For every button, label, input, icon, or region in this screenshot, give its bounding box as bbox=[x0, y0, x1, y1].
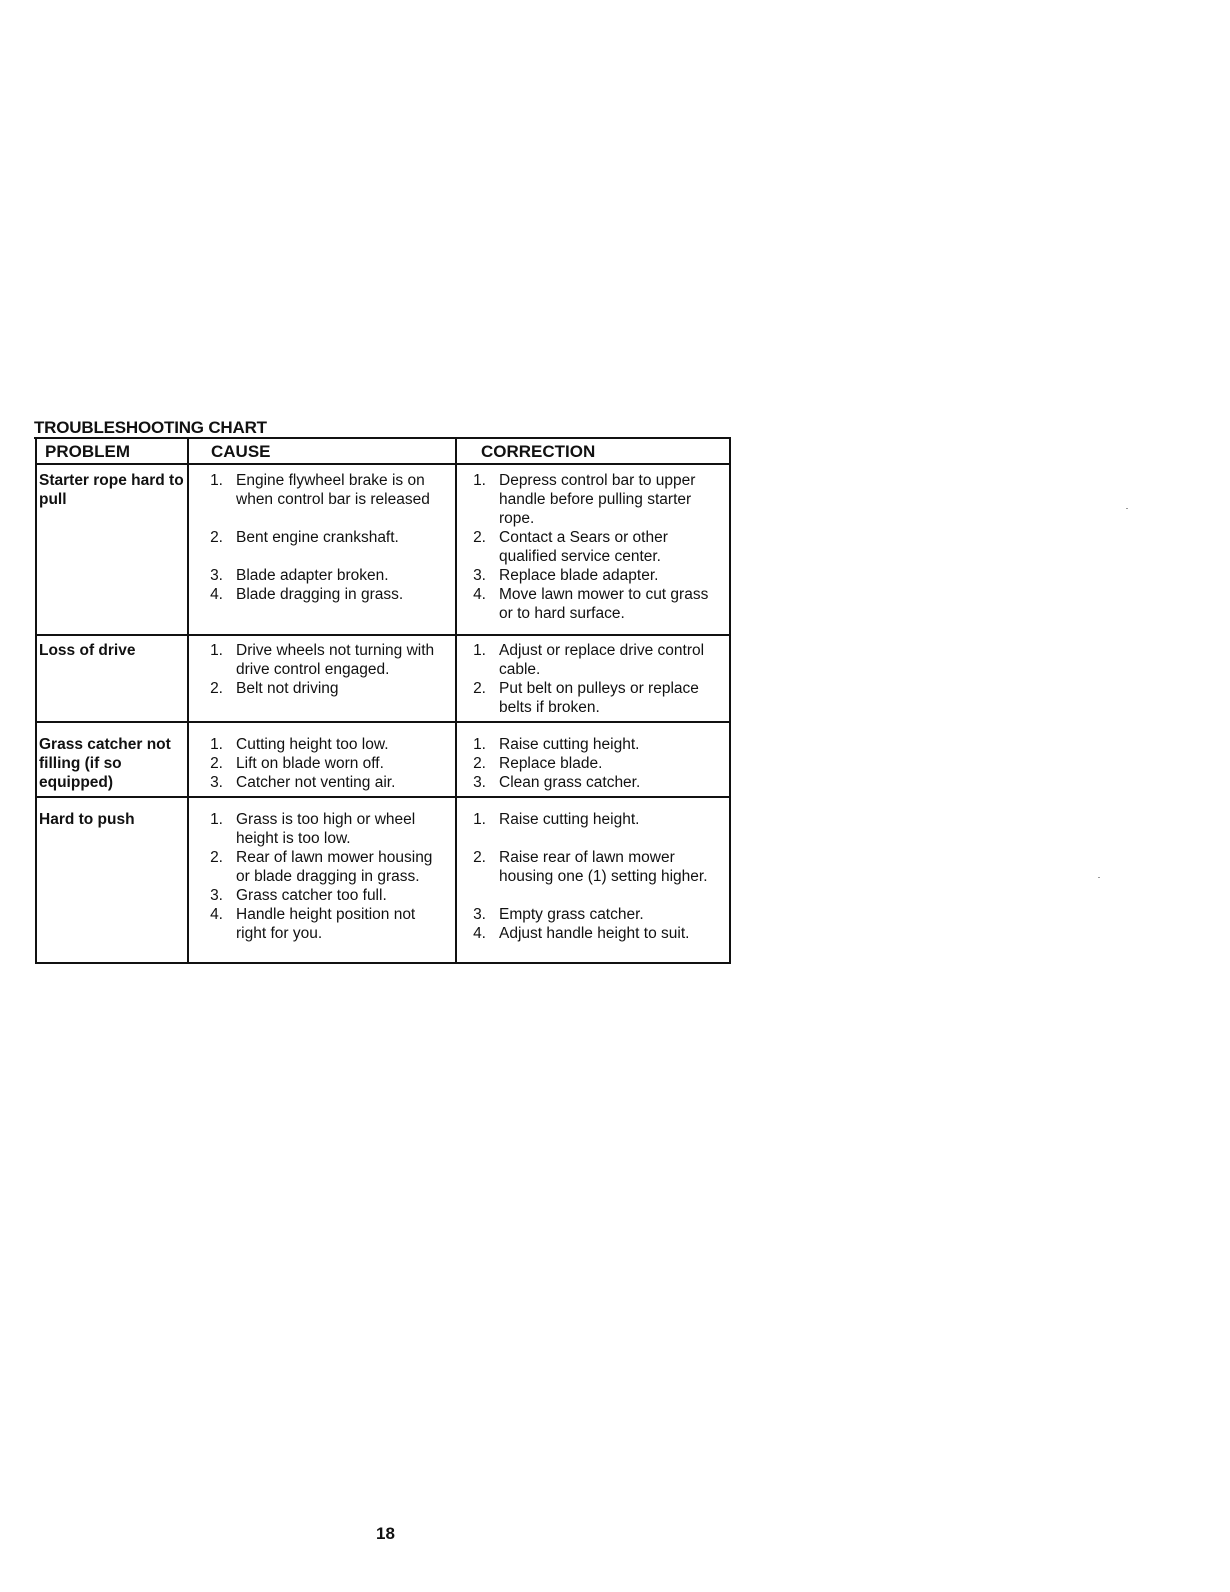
correction-cell bbox=[462, 735, 724, 792]
cause-text: Catcher not venting air. bbox=[236, 774, 396, 791]
correction-text: Adjust or replace drive control cable. bbox=[499, 642, 705, 678]
row-rule-2 bbox=[37, 721, 731, 723]
list-item bbox=[199, 886, 447, 905]
item-number: 3. bbox=[210, 887, 223, 904]
list-item bbox=[462, 528, 724, 566]
correction-text: Replace blade adapter. bbox=[499, 567, 659, 584]
item-number: 3. bbox=[473, 567, 486, 584]
cause-cell bbox=[199, 735, 455, 792]
problem-cell: Hard to push bbox=[39, 811, 135, 828]
header-rule bbox=[37, 463, 731, 465]
cause-text: Belt not driving bbox=[236, 680, 339, 697]
column-divider-1 bbox=[187, 438, 189, 964]
correction-text: Empty grass catcher. bbox=[499, 906, 644, 923]
list-item bbox=[199, 735, 455, 754]
list-item bbox=[462, 810, 724, 848]
list-item bbox=[199, 585, 455, 604]
list-item bbox=[462, 566, 724, 585]
correction-text: Contact a Sears or other qualified service center. bbox=[499, 529, 668, 565]
list-item bbox=[462, 905, 724, 924]
correction-text: Adjust handle height to suit. bbox=[499, 925, 690, 942]
problem-cell: Loss of drive bbox=[39, 642, 136, 659]
cause-text: Rear of lawn mower housing or blade dragging in grass. bbox=[236, 849, 433, 885]
list-item bbox=[199, 528, 455, 566]
correction-text: Put belt on pulleys or replace belts if broken. bbox=[499, 680, 699, 716]
cause-text: Blade dragging in grass. bbox=[236, 586, 404, 603]
cause-cell bbox=[199, 641, 455, 698]
scan-speck bbox=[1098, 877, 1100, 878]
troubleshooting-table bbox=[35, 438, 731, 964]
item-number: 1. bbox=[473, 472, 486, 489]
item-number: 1. bbox=[473, 642, 486, 659]
item-number: 3. bbox=[210, 774, 223, 791]
item-number: 1. bbox=[210, 811, 223, 828]
item-number: 4. bbox=[210, 586, 223, 603]
cause-text: Lift on blade worn off. bbox=[236, 755, 384, 772]
list-item bbox=[199, 848, 447, 886]
row-rule-3 bbox=[37, 796, 731, 798]
item-number: 2. bbox=[473, 529, 486, 546]
list-item bbox=[462, 735, 724, 754]
cause-text: Grass catcher too full. bbox=[236, 887, 387, 904]
item-number: 2. bbox=[210, 849, 223, 866]
correction-text: Raise cutting height. bbox=[499, 736, 640, 753]
list-item bbox=[199, 679, 455, 698]
cause-cell bbox=[199, 810, 447, 943]
header-problem: PROBLEM bbox=[45, 442, 130, 461]
list-item bbox=[199, 773, 455, 792]
list-item bbox=[199, 566, 455, 585]
cause-text: Drive wheels not turning with drive control engaged. bbox=[236, 642, 435, 678]
item-number: 2. bbox=[473, 755, 486, 772]
problem-cell: Starter rope hard to pull bbox=[39, 472, 184, 508]
item-number: 3. bbox=[473, 906, 486, 923]
item-number: 1. bbox=[473, 736, 486, 753]
list-item bbox=[199, 754, 455, 773]
correction-cell bbox=[462, 471, 724, 623]
cause-text: Handle height position not right for you. bbox=[236, 906, 416, 942]
item-number: 4. bbox=[473, 586, 486, 603]
cause-cell bbox=[199, 471, 455, 604]
chart-title: TROUBLESHOOTING CHART bbox=[34, 418, 267, 437]
header-cause: CAUSE bbox=[211, 442, 271, 461]
item-number: 4. bbox=[210, 906, 223, 923]
item-number: 4. bbox=[473, 925, 486, 942]
list-item bbox=[462, 471, 724, 528]
item-number: 2. bbox=[210, 755, 223, 772]
list-item bbox=[462, 585, 724, 623]
cause-text: Cutting height too low. bbox=[236, 736, 389, 753]
correction-text: Move lawn mower to cut grass or to hard surface. bbox=[499, 586, 709, 622]
list-item bbox=[199, 471, 455, 528]
item-number: 2. bbox=[473, 680, 486, 697]
list-item bbox=[462, 848, 724, 905]
cause-text: Blade adapter broken. bbox=[236, 567, 389, 584]
list-item bbox=[462, 754, 724, 773]
correction-text: Replace blade. bbox=[499, 755, 603, 772]
correction-cell bbox=[462, 641, 724, 717]
row-rule-1 bbox=[37, 634, 731, 636]
item-number: 1. bbox=[210, 736, 223, 753]
column-divider-2 bbox=[455, 438, 457, 964]
correction-cell bbox=[462, 810, 724, 943]
list-item bbox=[199, 641, 455, 679]
correction-text: Clean grass catcher. bbox=[499, 774, 641, 791]
item-number: 3. bbox=[473, 774, 486, 791]
page-number: 18 bbox=[376, 1524, 395, 1543]
item-number: 1. bbox=[210, 642, 223, 659]
list-item bbox=[462, 773, 724, 792]
list-item bbox=[199, 810, 447, 848]
correction-text: Raise rear of lawn mower housing one (1) setting higher. bbox=[499, 849, 708, 885]
item-number: 3. bbox=[210, 567, 223, 584]
item-number: 2. bbox=[473, 849, 486, 866]
item-number: 2. bbox=[210, 680, 223, 697]
correction-text: Depress control bar to upper handle before pulling starter rope. bbox=[499, 472, 696, 527]
cause-text: Engine flywheel brake is on when control bar is released bbox=[236, 472, 430, 508]
header-correction: CORRECTION bbox=[481, 442, 596, 461]
cause-text: Bent engine crankshaft. bbox=[236, 529, 399, 546]
correction-text: Raise cutting height. bbox=[499, 811, 640, 828]
cause-text: Grass is too high or wheel height is too low. bbox=[236, 811, 416, 847]
item-number: 1. bbox=[210, 472, 223, 489]
scan-speck bbox=[1126, 508, 1128, 509]
list-item bbox=[462, 679, 724, 717]
item-number: 1. bbox=[473, 811, 486, 828]
list-item bbox=[199, 905, 447, 943]
item-number: 2. bbox=[210, 529, 223, 546]
list-item bbox=[462, 641, 724, 679]
list-item bbox=[462, 924, 724, 943]
problem-cell: Grass catcher not filling (if so equipped) bbox=[39, 736, 171, 791]
